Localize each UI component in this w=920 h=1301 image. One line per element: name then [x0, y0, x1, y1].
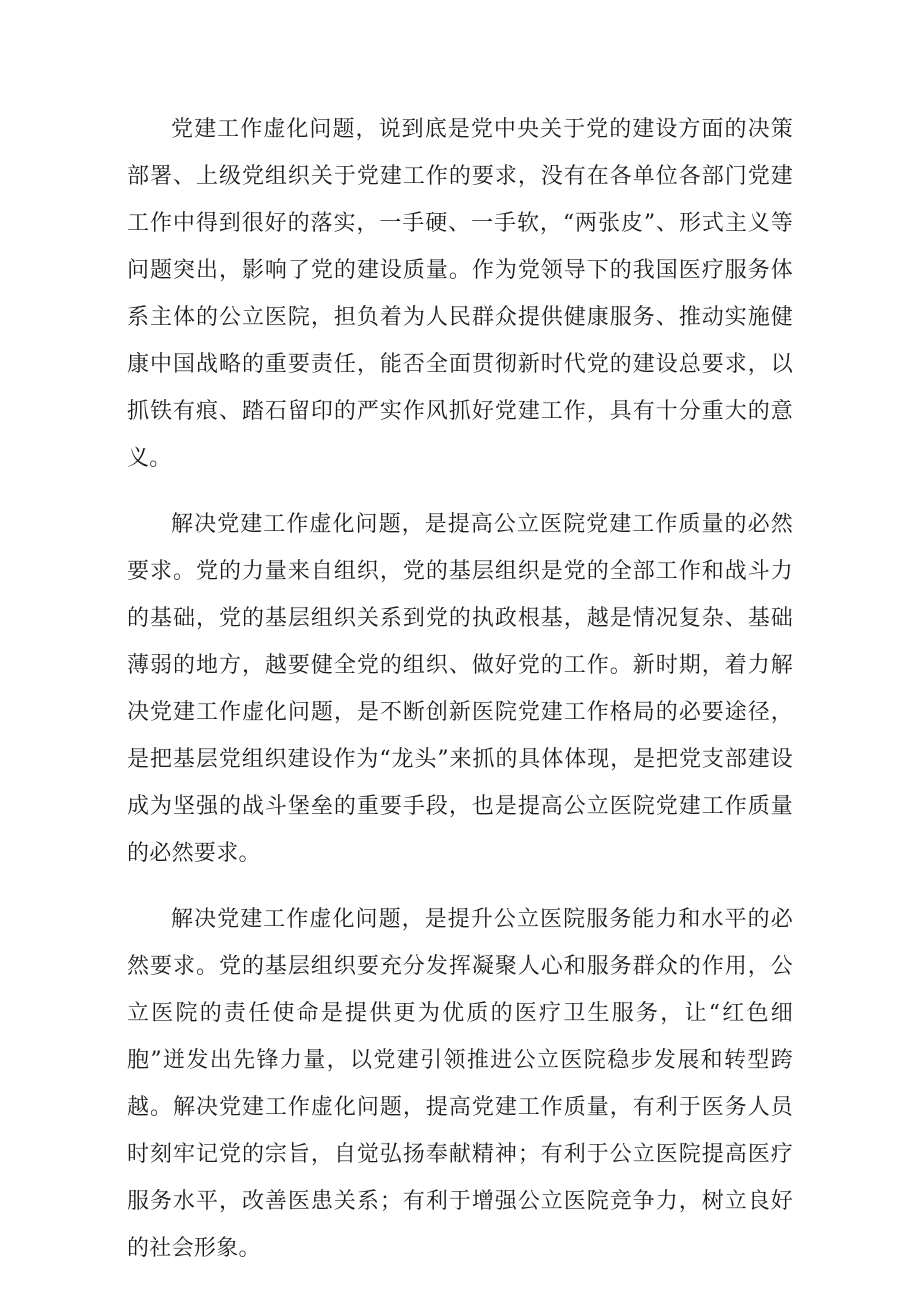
- paragraph-1: 党建工作虚化问题，说到底是党中央关于党的建设方面的决策部署、上级党组织关于党建工作的要求，没有在各单位各部门党建工作中得到很好的落实，一手硬、一手软，“两张皮”、形式主义等问题突出，影响了党的建设质量。作为党领导下的我国医疗服务体系主体的公立医院，担负着为人民群众提供健康服务、推动实施健康中国战略的重要责任，能否全面贯彻新时代党的建设总要求，以抓铁有痕、踏石留印的严实作风抓好党建工作，具有十分重大的意义。: [127, 117, 793, 471]
- paragraph-3: 解决党建工作虚化问题，是提升公立医院服务能力和水平的必然要求。党的基层组织要充分发挥凝聚人心和服务群众的作用，公立医院的责任使命是提供更为优质的医疗卫生服务，让“红色细胞”迸发出先锋力量，以党建引领推进公立医院稳步发展和转型跨越。解决党建工作虚化问题，提高党建工作质量，有利于医务人员时刻牢记党的宗旨，自觉弘扬奉献精神；有利于公立医院提高医疗服务水平，改善医患关系；有利于增强公立医院竞争力，树立良好的社会形象。: [127, 907, 793, 1261]
- paragraph-2: 解决党建工作虚化问题，是提高公立医院党建工作质量的必然要求。党的力量来自组织，党的基层组织是党的全部工作和战斗力的基础，党的基层组织关系到党的执政根基，越是情况复杂、基础薄弱的地方，越要健全党的组织、做好党的工作。新时期，着力解决党建工作虚化问题，是不断创新医院党建工作格局的必要途径，是把基层党组织建设作为“龙头”来抓的具体体现，是把党支部建设成为坚强的战斗堡垒的重要手段，也是提高公立医院党建工作质量的必然要求。: [127, 512, 793, 866]
